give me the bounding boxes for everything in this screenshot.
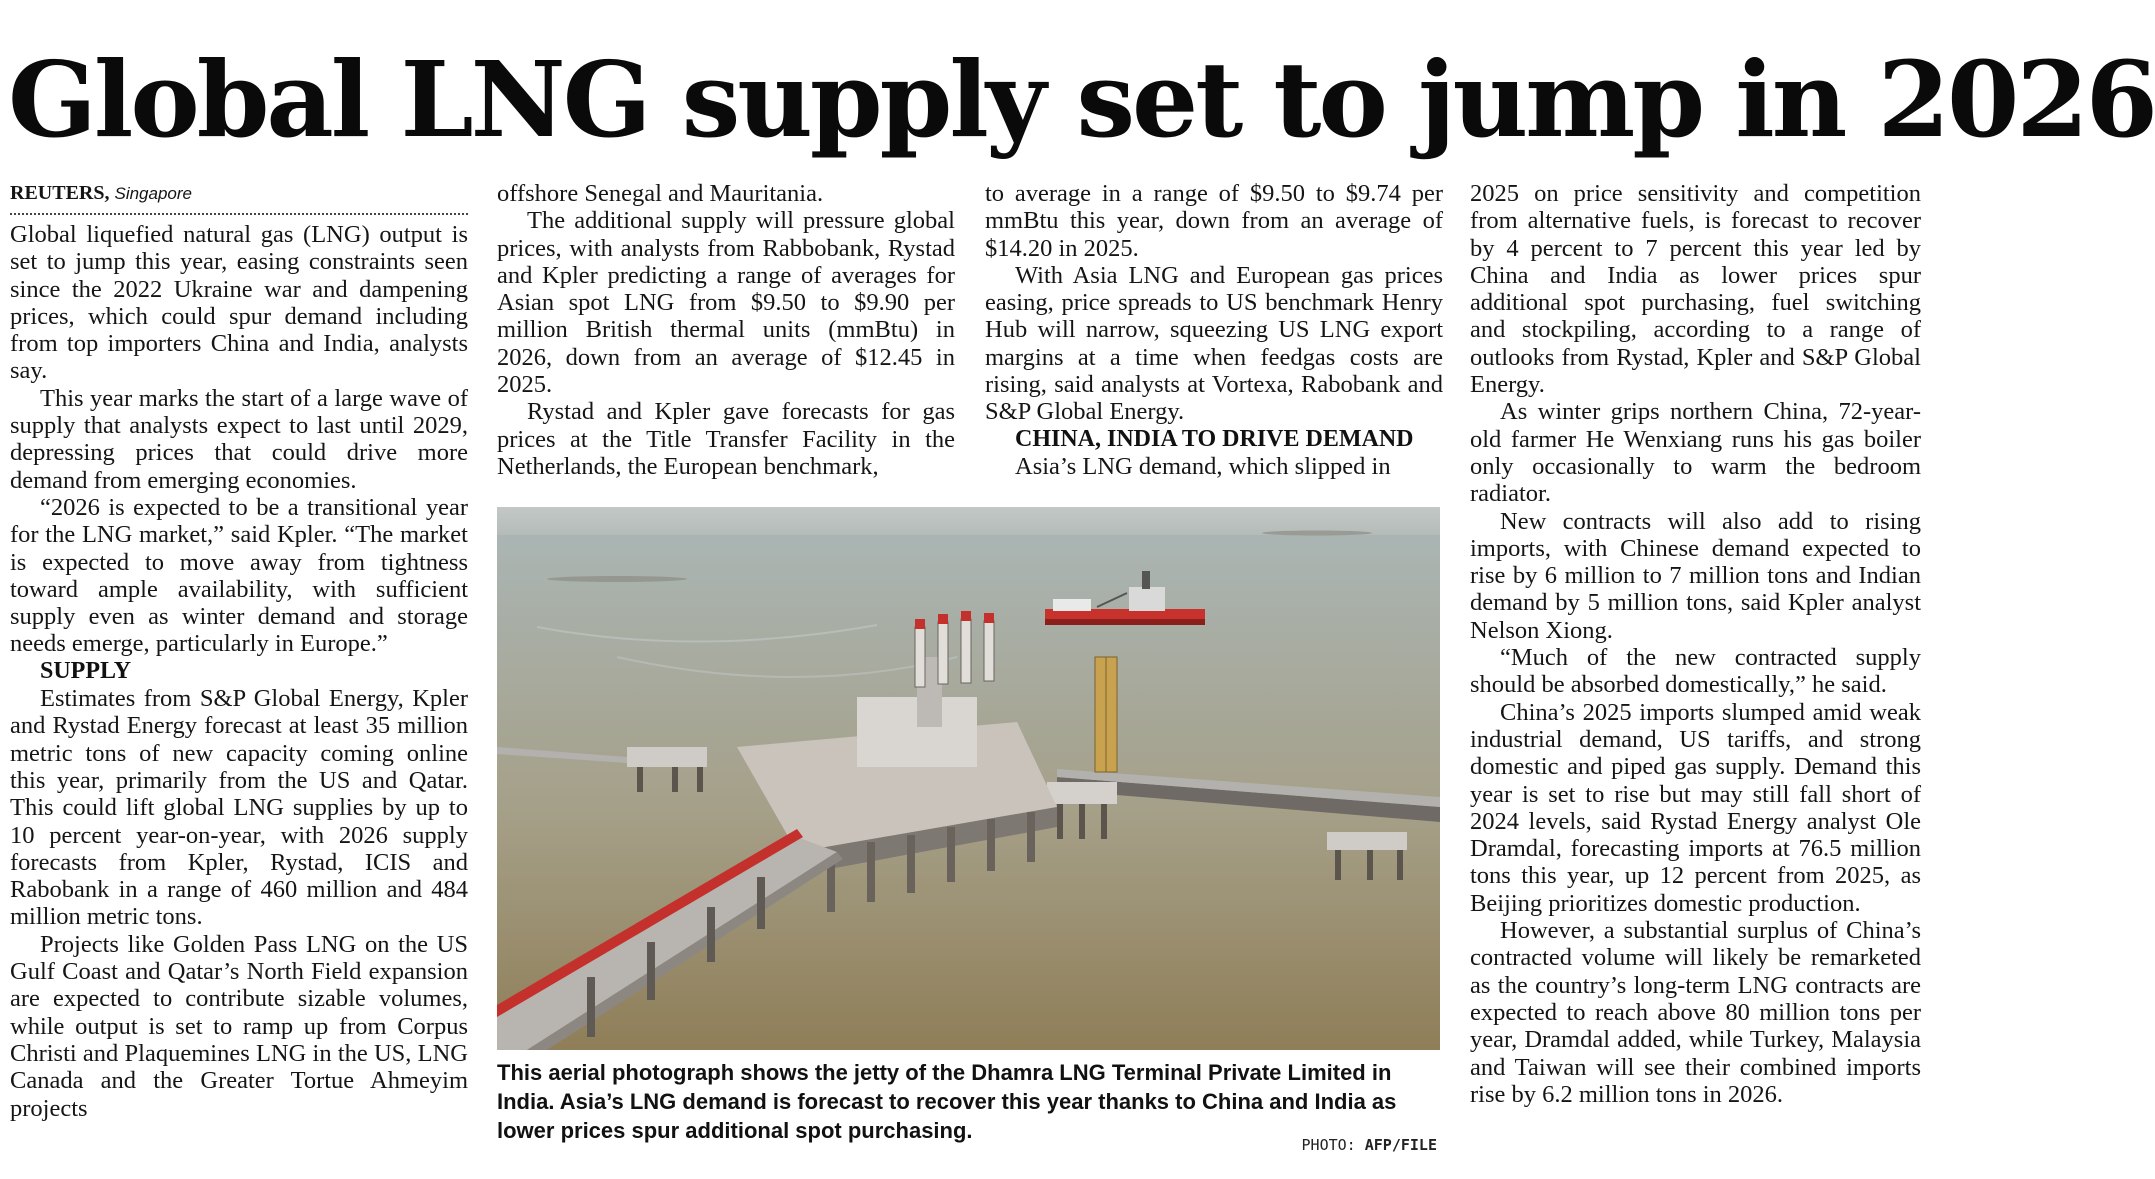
- byline-location: Singapore: [114, 184, 192, 203]
- article-column-3: [985, 180, 1443, 480]
- paragraph: offshore Senegal and Mauritania.: [497, 180, 824, 207]
- paragraph: to average in a range of $9.50 to $9.74 per mmBtu this year, down from an average of $14.20 in 2025.: [985, 180, 1443, 262]
- photo-credit: [1302, 1136, 1437, 1154]
- aerial-photo: [497, 507, 1440, 1050]
- paragraph: The additional supply will pressure global prices, with analysts from Rabbobank, Rystad and Kpler predicting a range of averages for Asian spot LNG from $9.50 to $9.90 per million British thermal units (mmBtu) in 2026, down from an average of $12.45 in 2025.: [497, 207, 955, 399]
- paragraph: “2026 is expected to be a transitional year for the LNG market,” said Kpler. “The market is expected to move away from tightness toward ample availability, with sufficient supply even as winter demand and storage needs emerge, particularly in Europe.”: [10, 493, 468, 658]
- headline: Global LNG supply set to jump in 2026: [8, 38, 2155, 161]
- photo-credit-label: PHOTO:: [1301, 1136, 1356, 1154]
- byline-agency: REUTERS,: [10, 182, 110, 204]
- paragraph: As winter grips northern China, 72-year-old farmer He Wenxiang runs his gas boiler only occasionally to warm the bedroom radiator.: [1470, 398, 1921, 508]
- sandbar-left: [547, 576, 687, 582]
- article-column-2: [497, 180, 955, 480]
- paragraph: 2025 on price sensitivity and competition from alternative fuels, is forecast to recover by 4 percent to 7 percent this year led by China and India as lower prices spur additional spot purchasing, fuel switching and stockpiling, according to a range of outlooks from Rystad, Kpler and S&P Global Energy.: [1470, 180, 1921, 399]
- paragraph: With Asia LNG and European gas prices easing, price spreads to US benchmark Henry Hub will narrow, squeezing US LNG export margins at a time when feedgas costs are rising, said analysts at Vortexa, Rabobank and S&P Global Energy.: [985, 261, 1443, 426]
- article-column-1: [10, 180, 468, 1165]
- sandbar-right: [1262, 531, 1372, 536]
- subhead-demand: CHINA, INDIA TO DRIVE DEMAND: [1015, 425, 1414, 452]
- photo-credit-source: AFP/FILE: [1364, 1136, 1437, 1154]
- article-column-4: [1470, 180, 1921, 1165]
- paragraph: New contracts will also add to rising imports, with Chinese demand expected to rise by 6 million to 7 million tons and Indian demand by 5 million tons, said Kpler analyst Nelson Xiong.: [1470, 507, 1921, 644]
- paragraph: However, a substantial surplus of China’s contracted volume will likely be remarketed as the country’s long-term LNG contracts are expected to reach above 80 million tons per year, Dramdal added, while Turkey, Malaysia and Taiwan will see their combined imports rise by 6.2 million tons in 2026.: [1470, 917, 1921, 1108]
- paragraph: Estimates from S&P Global Energy, Kpler and Rystad Energy forecast at least 35 million metric tons of new capacity coming online this year, primarily from the US and Qatar. This could lift global LNG supplies by up to 10 percent year-on-year, with 2026 supply forecasts from Kpler, Rystad, ICIS and Rabobank in a range of 460 million and 484 million metric tons.: [10, 685, 468, 931]
- paragraph: This year marks the start of a large wave of supply that analysts expect to last until 2029, depressing prices that could drive more demand from emerging economies.: [10, 384, 468, 494]
- paragraph: China’s 2025 imports slumped amid weak industrial demand, US tariffs, and strong domestic and piped gas supply. Demand this year is set to rise but may still fall short of 2024 levels, said Rystad Energy analyst Ole Dramdal, forecasting imports at 76.5 million tons this year, up 12 percent from 2025, as Beijing prioritizes domestic production.: [1470, 698, 1921, 917]
- photo-caption: This aerial photograph shows the jetty of the Dhamra LNG Terminal Private Limited in India. Asia’s LNG demand is forecast to recover this year thanks to China and India as lower prices spur additional spot purchasing.: [497, 1060, 1397, 1143]
- lng-jetty-illustration: [497, 507, 1440, 1050]
- subhead-supply: SUPPLY: [40, 657, 132, 684]
- paragraph: “Much of the new contracted supply should be absorbed domestically,” he said.: [1470, 644, 1921, 699]
- paragraph: Global liquefied natural gas (LNG) output is set to jump this year, easing constraints seen since the 2022 Ukraine war and dampening prices, which could spur demand including from top importers China and India, analysts say.: [10, 221, 468, 385]
- byline: [10, 180, 468, 215]
- paragraph: Rystad and Kpler gave forecasts for gas prices at the Title Transfer Facility in the Netherlands, the European benchmark,: [497, 398, 955, 480]
- paragraph: Projects like Golden Pass LNG on the US Gulf Coast and Qatar’s North Field expansion are expected to contribute sizable volumes, while output is set to ramp up from Corpus Christi and Plaquemines LNG in the US, LNG Canada and the Greater Tortue Ahmeyim projects: [10, 930, 468, 1122]
- paragraph: Asia’s LNG demand, which slipped in: [1015, 452, 1391, 480]
